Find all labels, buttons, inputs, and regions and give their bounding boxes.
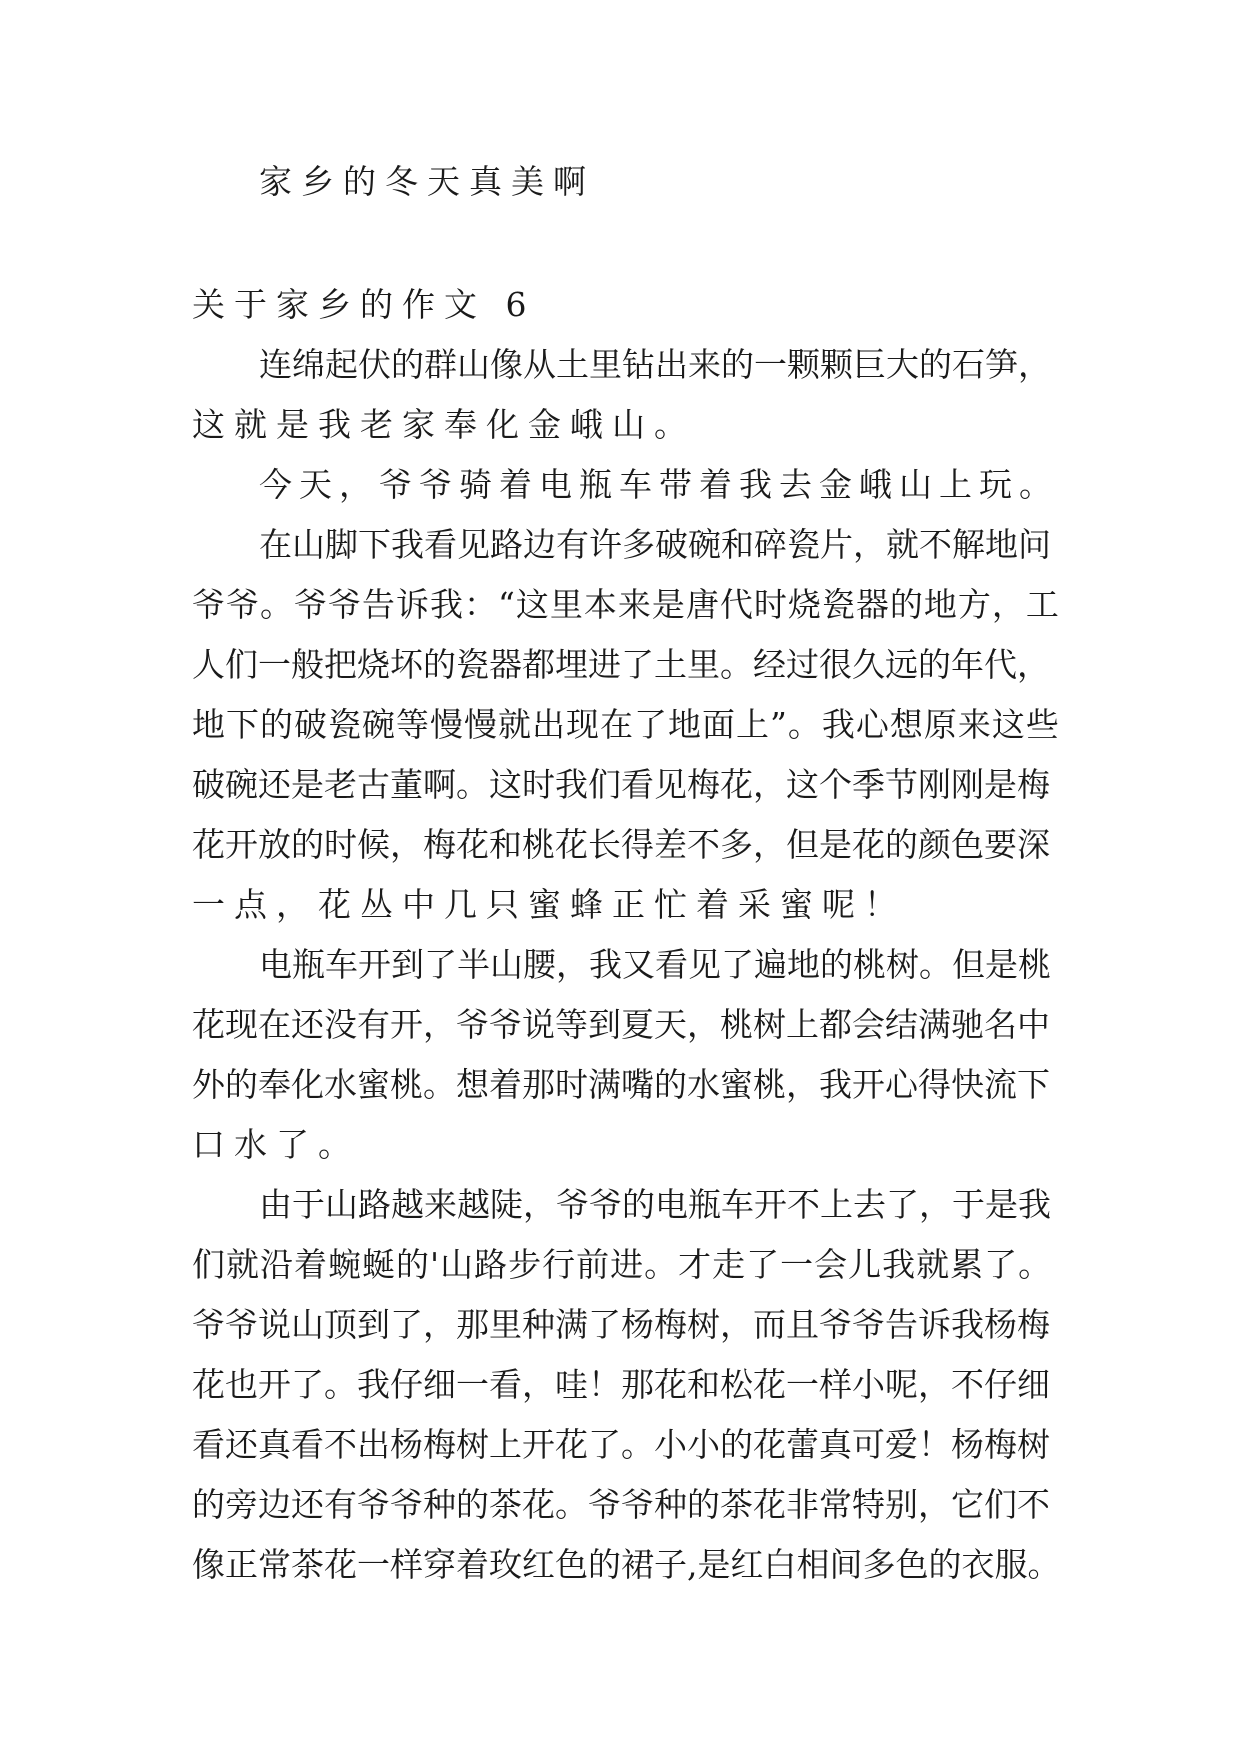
paragraph-line: 爷爷说山顶到了，那里种满了杨梅树，而且爷爷告诉我杨梅 [192,1305,1050,1344]
paragraph-line: 口水了。 [192,1125,360,1164]
paragraph-line: 今天，爷爷骑着电瓶车带着我去金峨山上玩。 [259,465,1059,504]
paragraph-line: 花现在还没有开，爷爷说等到夏天，桃树上都会结满驰名中 [192,1005,1050,1044]
paragraph-line: 地下的破瓷碗等慢慢就出现在了地面上”。我心想原来这些 [192,705,1060,744]
paragraph-line: 这就是我老家奉化金峨山。 [192,405,696,444]
paragraph-line: 花开放的时候，梅花和桃花长得差不多，但是花的颜色要深 [192,825,1050,864]
paragraph-line: 在山脚下我看见路边有许多破碗和碎瓷片，就不解地问 [259,525,1051,564]
paragraph-line: 像正常茶花一样穿着玫红色的裙子,是红白相间多色的衣服。 [192,1545,1061,1584]
paragraph-line: 电瓶车开到了半山腰，我又看见了遍地的桃树。但是桃 [259,945,1051,984]
paragraph-line: 的旁边还有爷爷种的茶花。爷爷种的茶花非常特别，它们不 [192,1485,1050,1524]
paragraph-line: 爷爷。爷爷告诉我：“这里本来是唐代时烧瓷器的地方，工 [192,585,1060,624]
paragraph-line: 人们一般把烧坏的瓷器都埋进了土里。经过很久远的年代， [192,645,1050,684]
essay-title: 关于家乡的作文 6 [192,285,536,324]
paragraph-line: 由于山路越来越陡，爷爷的电瓶车开不上去了，于是我 [259,1185,1051,1224]
paragraph-line: 外的奉化水蜜桃。想着那时满嘴的水蜜桃，我开心得快流下 [192,1065,1050,1104]
paragraph-line: 破碗还是老古董啊。这时我们看见梅花，这个季节刚刚是梅 [192,765,1050,804]
paragraph-line: 看还真看不出杨梅树上开花了。小小的花蕾真可爱！杨梅树 [192,1425,1050,1464]
closing-line: 家乡的冬天真美啊 [259,162,595,201]
paragraph-line: 一点，花丛中几只蜜蜂正忙着采蜜呢！ [192,885,906,924]
paragraph-line: 连绵起伏的群山像从土里钻出来的一颗颗巨大的石笋， [259,345,1051,384]
paragraph-line: 们就沿着蜿蜒的'山路步行前进。才走了一会儿我就累了。 [192,1245,1053,1284]
paragraph-line: 花也开了。我仔细一看，哇！那花和松花一样小呢，不仔细 [192,1365,1050,1404]
